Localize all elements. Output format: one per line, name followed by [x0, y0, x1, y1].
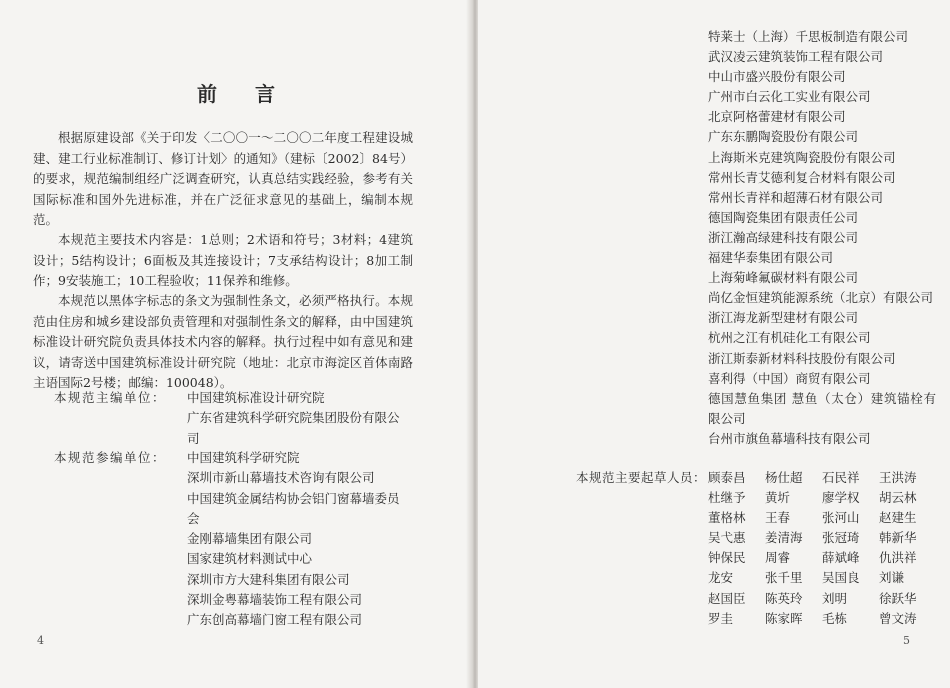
list-item: 金刚幕墙集团有限公司	[187, 531, 313, 547]
drafter-name: 吴国良	[822, 570, 860, 586]
drafter-name: 仇洪祥	[879, 550, 917, 566]
right-page	[478, 0, 950, 688]
list-item: 福建华泰集团有限公司	[708, 250, 834, 266]
list-item: 北京阿格蕾建材有限公司	[708, 109, 846, 125]
drafter-name: 钟保民	[708, 550, 746, 566]
drafter-name: 毛栋	[822, 610, 848, 626]
drafter-name: 龙安	[708, 570, 734, 586]
drafter-name: 杜继予	[708, 490, 746, 506]
drafter-name: 刘谦	[879, 570, 905, 586]
list-item: 中国建筑科学研究院	[187, 450, 300, 465]
drafter-name: 姜清海	[765, 530, 803, 546]
participant-label: 本规范参编单位：	[54, 450, 167, 465]
drafter-name: 顾泰昌	[708, 470, 746, 485]
drafters-list	[708, 468, 936, 629]
drafter-name: 罗圭	[708, 610, 734, 626]
list-item: 浙江海龙新型建材有限公司	[708, 310, 859, 326]
left-page	[0, 0, 472, 688]
list-item: 浙江瀚高绿建科技有限公司	[708, 229, 859, 245]
list-item: 深圳市方大建科集团有限公司	[187, 571, 350, 587]
list-item: 尚亿金恒建筑能源系统（北京）有限公司	[708, 290, 934, 306]
list-item: 德国慧鱼集团 慧鱼（太仓）建筑锚栓有限公司	[708, 390, 936, 426]
list-item: 常州长青祥和超薄石材有限公司	[708, 189, 884, 205]
preface-paragraph-3: 本规范以黑体字标志的条文为强制性条文，必须严格执行。本规范由住房和城乡建设部负责管理和对强制性条文的解释，由中国建筑标准设计研究院负责具体技术内容的解释。执行过程中如有意见和建议，请寄送中国建筑标准设计研究院（地址：北京市海淀区首体南路主语国际2号楼；邮编：100048）。	[33, 293, 413, 390]
drafter-name: 韩新华	[879, 530, 917, 546]
drafter-name: 胡云林	[879, 490, 917, 506]
list-item: 中国建筑金属结构协会铝门窗幕墙委员会	[187, 490, 400, 526]
list-item: 广东省建筑科学研究院集团股份有限公司	[187, 410, 400, 446]
drafter-name: 王春	[765, 510, 791, 526]
drafter-name: 张河山	[822, 510, 860, 526]
list-item: 上海菊峰氟碳材料有限公司	[708, 270, 859, 286]
list-item: 中山市盛兴股份有限公司	[708, 69, 846, 85]
drafters-label: 本规范主要起草人员：	[576, 470, 707, 485]
list-item: 特莱士（上海）千思板制造有限公司	[708, 29, 909, 44]
list-item: 杭州之江有机硅化工有限公司	[708, 330, 871, 346]
list-item: 武汉凌云建筑装饰工程有限公司	[708, 49, 884, 65]
list-item: 德国陶瓷集团有限责任公司	[708, 209, 859, 225]
drafter-name: 徐跃华	[879, 590, 917, 606]
list-item: 中国建筑标准设计研究院	[187, 390, 325, 405]
drafter-name: 石民祥	[822, 470, 860, 485]
drafter-name: 赵建生	[879, 510, 917, 526]
preface-paragraph-2: 本规范主要技术内容是：1总则；2术语和符号；3材料；4建筑设计；5结构设计；6面板及其连接设计；7支承结构设计；8加工制作；9安装施工；10工程验收；11保养和维修。	[33, 232, 413, 288]
drafter-name: 薛斌峰	[822, 550, 860, 566]
drafter-name: 杨仕超	[765, 470, 803, 485]
preface-paragraph-1: 根据原建设部《关于印发〈二〇〇一～二〇〇二年度工程建设城建、建工行业标准制订、修订计划〉的通知》（建标〔2002〕84号）的要求，规范编制组经广泛调查研究，认真总结实践经验，参考有关国际标准和国外先进标准，并在广泛征求意见的基础上，编制本规范。	[33, 130, 413, 227]
list-item: 上海斯米克建筑陶瓷股份有限公司	[708, 149, 896, 165]
drafter-name: 黄圻	[765, 490, 791, 506]
list-item: 深圳金粤幕墙装饰工程有限公司	[187, 592, 363, 608]
drafter-name: 张冠琦	[822, 530, 860, 546]
drafter-name: 刘明	[822, 590, 848, 606]
drafter-name: 廖学权	[822, 490, 860, 506]
list-item: 常州长青艾德利复合材料有限公司	[708, 169, 896, 185]
list-item: 浙江斯泰新材料科技股份有限公司	[708, 350, 896, 366]
participant-unit-list-continued	[708, 27, 936, 449]
list-item: 台州市旗鱼幕墙科技有限公司	[708, 430, 871, 446]
list-item: 喜利得（中国）商贸有限公司	[708, 370, 871, 386]
list-item: 广州市白云化工实业有限公司	[708, 89, 871, 105]
drafter-name: 陈家晖	[765, 610, 803, 626]
drafter-name: 周睿	[765, 550, 791, 566]
list-item: 国家建筑材料测试中心	[187, 551, 313, 567]
page-number: 4	[37, 634, 44, 647]
drafter-name: 王洪涛	[879, 470, 917, 485]
drafter-name: 陈英玲	[765, 590, 803, 606]
chief-unit-list	[187, 388, 409, 449]
page-title: 前言	[197, 82, 313, 106]
list-item: 广东创高幕墙门窗工程有限公司	[187, 612, 363, 628]
drafter-name: 赵国臣	[708, 590, 746, 606]
drafter-name: 董格林	[708, 510, 746, 526]
participant-unit-list	[187, 448, 409, 631]
drafter-name: 张千里	[765, 570, 803, 586]
list-item: 深圳市新山幕墙技术咨询有限公司	[187, 470, 375, 486]
list-item: 广东东鹏陶瓷股份有限公司	[708, 129, 859, 145]
page-number: 5	[903, 634, 910, 647]
drafter-name: 吴弋惠	[708, 530, 746, 546]
drafter-name: 曾文涛	[879, 610, 917, 626]
chief-editor-label: 本规范主编单位：	[54, 390, 167, 405]
